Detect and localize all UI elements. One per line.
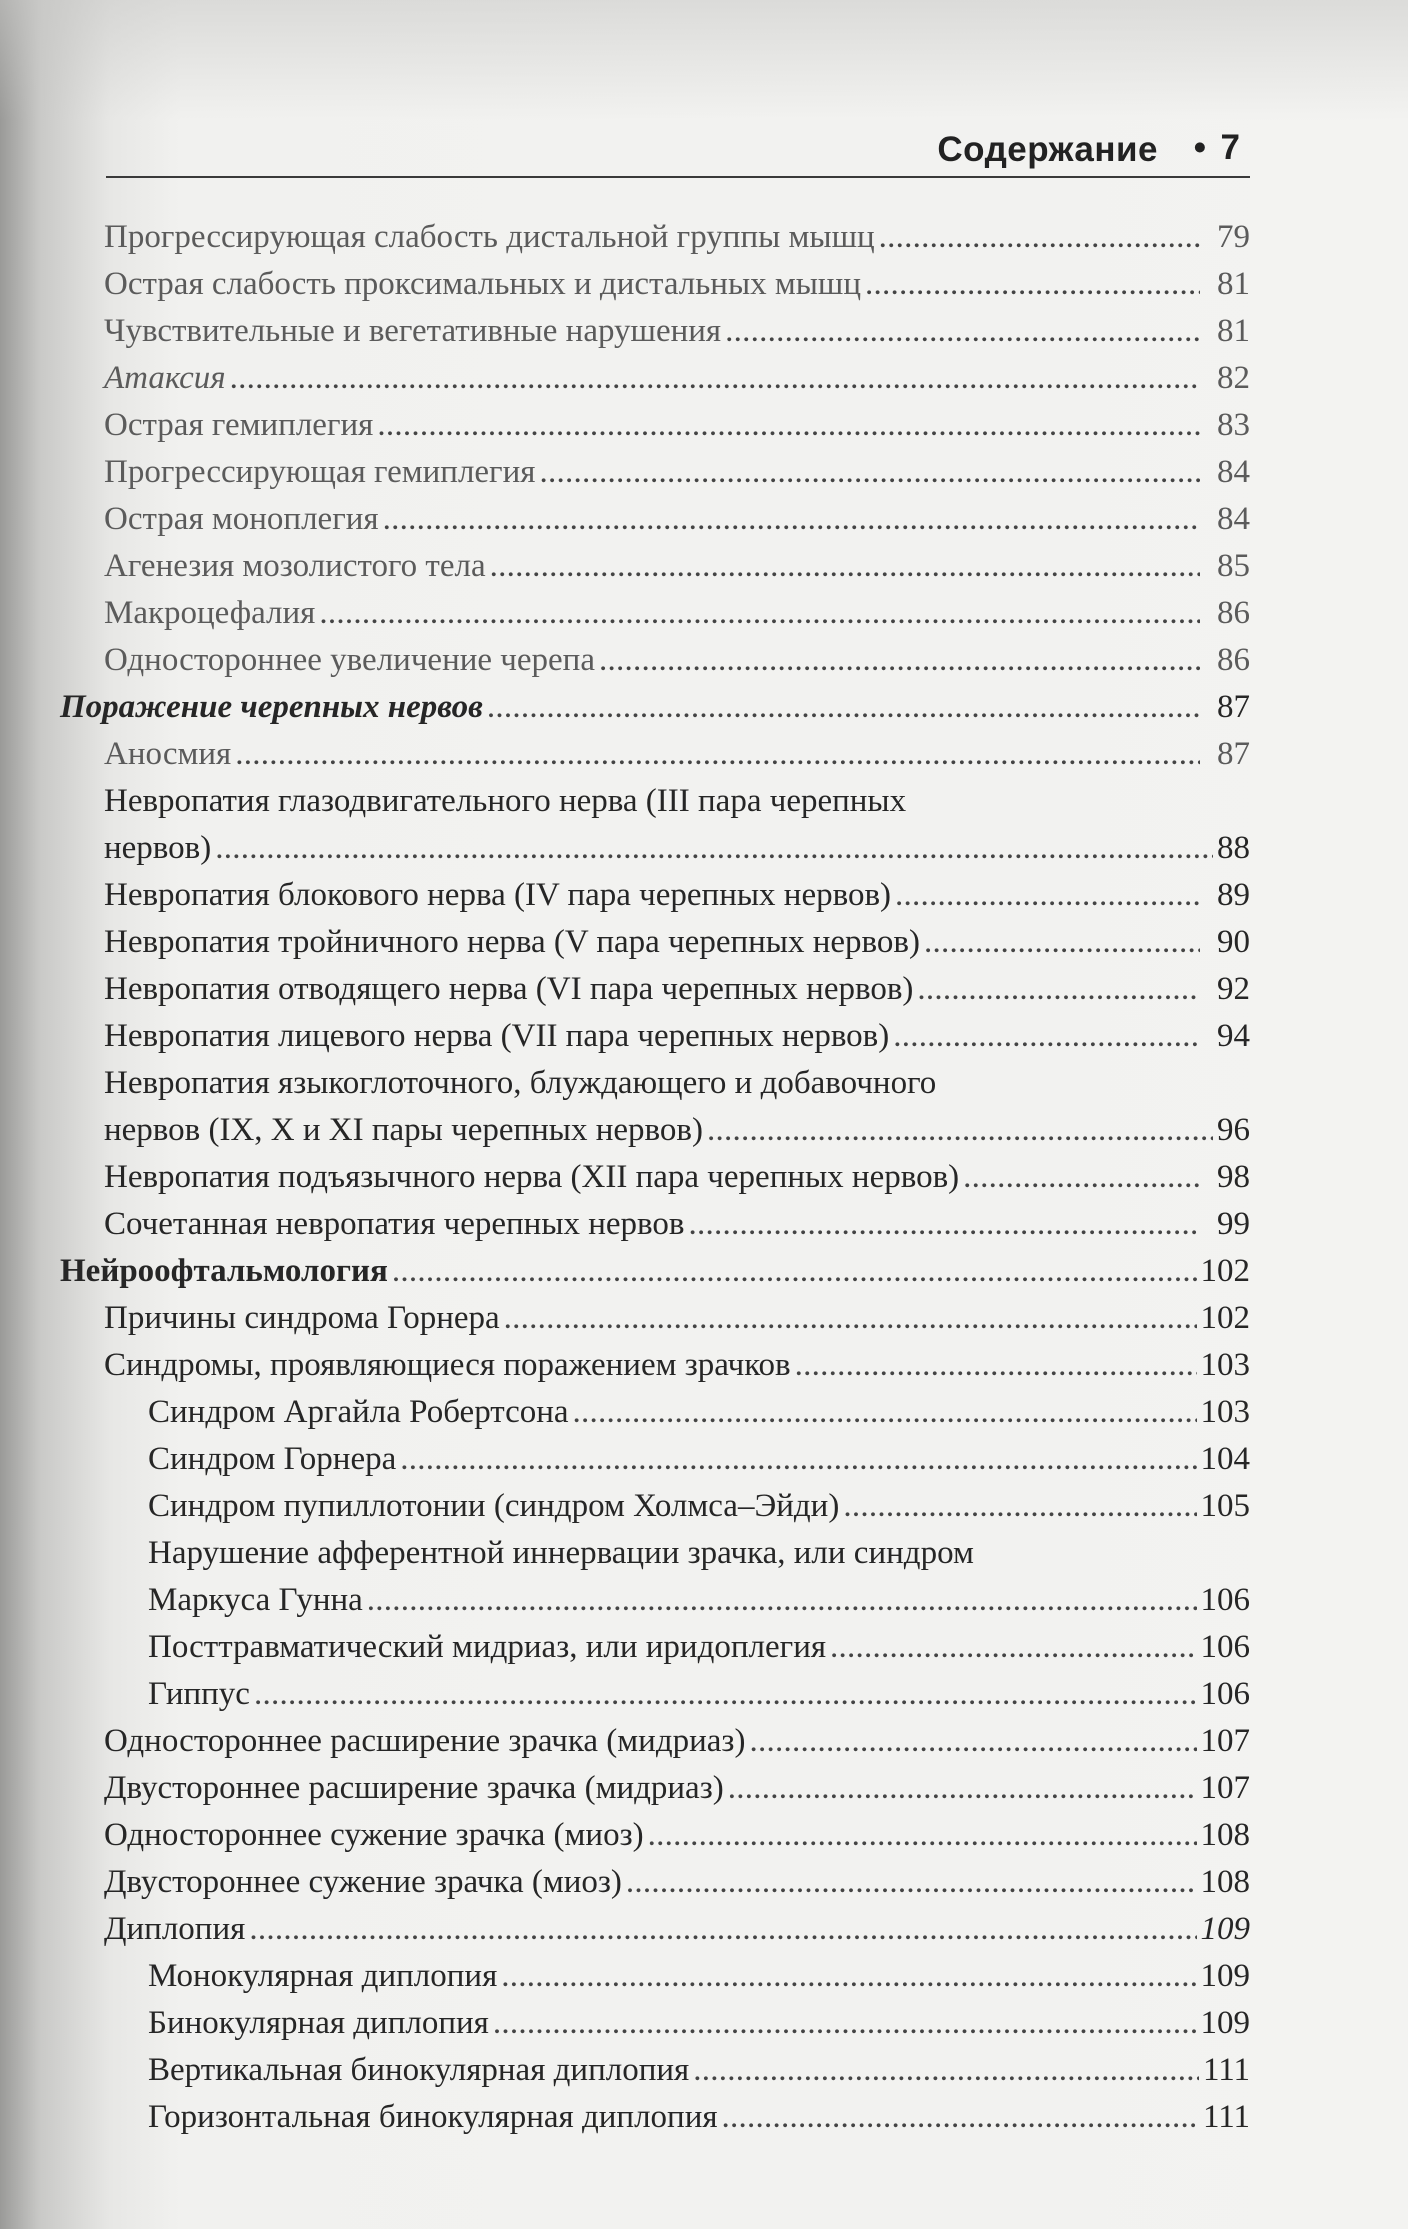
toc-entry-title: Гиппус <box>148 1676 250 1712</box>
dot-leader <box>377 402 1200 449</box>
toc-entry-page: 109 <box>1200 2005 1250 2041</box>
toc-entry-title: Диплопия <box>104 1911 246 1947</box>
running-header <box>60 126 1250 180</box>
toc-entry-page: 102 <box>1200 1300 1250 1336</box>
toc-entry-page: 84 <box>1217 454 1250 490</box>
dot-leader <box>895 872 1200 919</box>
toc-entry[interactable] <box>60 261 1250 308</box>
toc-entry[interactable] <box>60 731 1250 778</box>
toc-entry-title: Агенезия мозолистого тела <box>104 548 486 584</box>
toc-entry[interactable] <box>60 1342 1250 1389</box>
toc-entry[interactable] <box>60 1201 1250 1248</box>
dot-leader <box>924 919 1200 966</box>
toc-entry-title-line1: Невропатия глазодвигательного нерва (III пара черепных <box>104 783 907 819</box>
dot-leader <box>893 1013 1200 1060</box>
toc-entry-page: 87 <box>1217 736 1250 772</box>
toc-entry[interactable] <box>60 496 1250 543</box>
toc-entry[interactable] <box>60 1530 1250 1624</box>
dot-leader <box>367 1577 1197 1624</box>
dot-leader <box>400 1436 1196 1483</box>
toc-entry-page: 86 <box>1217 595 1250 631</box>
toc-entry-title: Невропатия лицевого нерва (VII пара черепных нервов) <box>104 1018 890 1054</box>
dot-leader <box>573 1389 1197 1436</box>
toc-entry-page: 108 <box>1200 1817 1250 1853</box>
toc-entry-title: Горизонтальная бинокулярная диплопия <box>148 2099 718 2135</box>
toc-section-heading[interactable] <box>60 684 1250 731</box>
dot-leader <box>392 1248 1197 1295</box>
dot-leader <box>319 590 1200 637</box>
toc-entry-title: Чувствительные и вегетативные нарушения <box>104 313 722 349</box>
toc-entry[interactable] <box>60 778 1250 872</box>
toc-entry[interactable] <box>60 1154 1250 1201</box>
toc-entry[interactable] <box>60 1013 1250 1060</box>
toc-entry[interactable] <box>60 1718 1250 1765</box>
toc-entry-page: 106 <box>1200 1676 1250 1712</box>
toc-entry-page: 85 <box>1217 548 1250 584</box>
toc-entry-title: Прогрессирующая гемиплегия <box>104 454 536 490</box>
toc-entry-title: Аносмия <box>104 736 232 772</box>
toc-entry[interactable] <box>60 637 1250 684</box>
toc-entry-page: 103 <box>1200 1347 1250 1383</box>
toc-entry-title: Острая моноплегия <box>104 501 379 537</box>
dot-leader <box>626 1859 1197 1906</box>
dot-leader <box>963 1154 1200 1201</box>
toc-entry[interactable] <box>60 872 1250 919</box>
dot-leader <box>230 355 1200 402</box>
toc-entry-title: Вертикальная бинокулярная диплопия <box>148 2052 690 2088</box>
toc-section-heading[interactable] <box>60 1248 1250 1295</box>
dot-leader <box>725 308 1200 355</box>
toc-entry-title: Бинокулярная диплопия <box>148 2005 489 2041</box>
toc-entry-title: Невропатия блокового нерва (IV пара черепных нервов) <box>104 877 892 913</box>
toc-entry-title-line2: Маркуса Гунна <box>148 1582 363 1618</box>
toc-entry[interactable] <box>60 449 1250 496</box>
toc-entry-page: 86 <box>1217 642 1250 678</box>
dot-leader <box>249 1906 1196 1953</box>
toc-entry-page: 90 <box>1217 924 1250 960</box>
toc-entry-title: Нейроофтальмология <box>60 1253 388 1289</box>
toc-entry-page: 109 <box>1200 1958 1250 1994</box>
running-title: Содержание <box>937 130 1158 169</box>
toc-entry[interactable] <box>60 1953 1250 2000</box>
toc-entry-title: Острая слабость проксимальных и дистальных мышц <box>104 266 861 302</box>
toc-entry-page: 88 <box>1217 830 1250 866</box>
toc-entry-title: Острая гемиплегия <box>104 407 374 443</box>
toc-entry-title: Синдром пупиллотонии (синдром Холмса–Эйди) <box>148 1488 840 1524</box>
dot-leader <box>487 684 1200 731</box>
toc-entry[interactable] <box>60 2047 1250 2094</box>
toc-entry[interactable] <box>60 966 1250 1013</box>
toc-entry[interactable] <box>60 1483 1250 1530</box>
toc-entry-page: 81 <box>1217 266 1250 302</box>
toc-entry[interactable] <box>60 1765 1250 1812</box>
toc-entry-title: Прогрессирующая слабость дистальной группы мышц <box>104 219 875 255</box>
toc-entry-page: 82 <box>1217 360 1250 396</box>
toc-entry-page: 102 <box>1200 1253 1250 1289</box>
toc-entry[interactable] <box>60 1906 1250 1953</box>
toc-entry[interactable] <box>60 1671 1250 1718</box>
toc-entry-title: Сочетанная невропатия черепных нервов <box>104 1206 685 1242</box>
toc-entry-title-line2: нервов) <box>104 830 212 866</box>
toc-entry[interactable] <box>60 1436 1250 1483</box>
toc-entry-page: 108 <box>1200 1864 1250 1900</box>
toc-entry-page: 83 <box>1217 407 1250 443</box>
toc-entry[interactable] <box>60 308 1250 355</box>
toc-entry-title: Синдромы, проявляющиеся поражением зрачков <box>104 1347 791 1383</box>
dot-leader <box>539 449 1200 496</box>
dot-leader <box>865 261 1200 308</box>
dot-leader <box>501 1953 1196 2000</box>
toc-entry-page: 111 <box>1202 2099 1250 2135</box>
toc-entry-title-line2: нервов (IX, X и XI пары черепных нервов) <box>104 1112 703 1148</box>
toc-entry[interactable] <box>60 2000 1250 2047</box>
toc-entry-title: Двустороннее сужение зрачка (миоз) <box>104 1864 622 1900</box>
toc-entry-page: 106 <box>1200 1629 1250 1665</box>
dot-leader <box>917 966 1200 1013</box>
toc-entry-page: 84 <box>1217 501 1250 537</box>
dot-leader <box>693 2047 1199 2094</box>
toc-entry-title: Одностороннее сужение зрачка (миоз) <box>104 1817 644 1853</box>
toc-entry-page: 109 <box>1200 1911 1250 1947</box>
toc-entry-page: 94 <box>1217 1018 1250 1054</box>
toc-entry[interactable] <box>60 1859 1250 1906</box>
dot-leader <box>795 1342 1197 1389</box>
toc-entry-page: 104 <box>1200 1441 1250 1477</box>
toc-entry-title: Двустороннее расширение зрачка (мидриаз) <box>104 1770 724 1806</box>
dot-leader <box>599 637 1200 684</box>
toc-entry[interactable] <box>60 402 1250 449</box>
header-rule <box>106 176 1250 178</box>
dot-leader <box>493 2000 1197 2047</box>
toc-entry-title: Синдром Горнера <box>148 1441 397 1477</box>
dot-leader <box>235 731 1200 778</box>
dot-leader <box>879 214 1200 261</box>
page-top-shadow <box>0 0 1408 120</box>
toc-entry[interactable] <box>60 1624 1250 1671</box>
toc-entry-title: Поражение черепных нервов <box>60 689 483 725</box>
dot-leader <box>749 1718 1196 1765</box>
toc-entry[interactable] <box>60 919 1250 966</box>
toc-entry-page: 81 <box>1217 313 1250 349</box>
toc-entry-page: 92 <box>1217 971 1250 1007</box>
toc-entry-title: Причины синдрома Горнера <box>104 1300 500 1336</box>
dot-leader <box>648 1812 1197 1859</box>
toc-entry-title: Макроцефалия <box>104 595 316 631</box>
toc-entry-title: Посттравматический мидриаз, или иридоплегия <box>148 1629 827 1665</box>
toc-entry-title: Невропатия тройничного нерва (V пара черепных нервов) <box>104 924 920 960</box>
toc-entry[interactable] <box>60 1295 1250 1342</box>
toc-entry-page: 89 <box>1217 877 1250 913</box>
toc-entry-title: Монокулярная диплопия <box>148 1958 498 1994</box>
toc-entry[interactable] <box>60 543 1250 590</box>
toc-entry-page: 107 <box>1200 1770 1250 1806</box>
dot-leader <box>830 1624 1196 1671</box>
dot-leader <box>843 1483 1196 1530</box>
toc-entry-page: 107 <box>1200 1723 1250 1759</box>
dot-leader <box>490 543 1200 590</box>
toc-entry-page: 99 <box>1217 1206 1250 1242</box>
dot-leader <box>728 1765 1197 1812</box>
toc-entry-title: Атаксия <box>104 360 226 396</box>
page-number: 7 <box>1220 128 1240 167</box>
toc-entry[interactable] <box>60 2094 1250 2141</box>
toc-entry-page: 103 <box>1200 1394 1250 1430</box>
toc-entry[interactable] <box>60 1060 1250 1154</box>
toc-entry[interactable] <box>60 355 1250 402</box>
toc-entry[interactable] <box>60 590 1250 637</box>
toc-entry[interactable] <box>60 1812 1250 1859</box>
toc-entry-title: Невропатия отводящего нерва (VI пара черепных нервов) <box>104 971 914 1007</box>
toc-entry-page: 87 <box>1217 689 1250 725</box>
dot-leader <box>722 2094 1199 2141</box>
dot-leader <box>689 1201 1201 1248</box>
toc-entry-title: Одностороннее увеличение черепа <box>104 642 595 678</box>
toc-entry-page: 96 <box>1217 1112 1250 1148</box>
toc-entry-title: Одностороннее расширение зрачка (мидриаз) <box>104 1723 746 1759</box>
toc-entry-title-line1: Невропатия языкоглоточного, блуждающего и добавочного <box>104 1065 937 1101</box>
toc-entry[interactable] <box>60 1389 1250 1436</box>
toc-entry-page: 98 <box>1217 1159 1250 1195</box>
dot-leader <box>254 1671 1197 1718</box>
toc-entry-page: 111 <box>1202 2052 1250 2088</box>
toc-entry-page: 79 <box>1217 219 1250 255</box>
toc-entry-title: Невропатия подъязычного нерва (XII пара черепных нервов) <box>104 1159 960 1195</box>
toc-entry-page: 105 <box>1200 1488 1250 1524</box>
dot-leader <box>707 1107 1213 1154</box>
dot-leader <box>504 1295 1197 1342</box>
dot-leader <box>215 825 1213 872</box>
toc-entry-title: Синдром Аргайла Робертсона <box>148 1394 569 1430</box>
toc-entry-title-line1: Нарушение афферентной иннервации зрачка, или синдром <box>148 1535 974 1571</box>
toc-entry[interactable] <box>60 214 1250 261</box>
header-bullet: • <box>1193 128 1206 167</box>
toc-entry-page: 106 <box>1200 1582 1250 1618</box>
dot-leader <box>383 496 1200 543</box>
table-of-contents <box>60 214 1250 2141</box>
